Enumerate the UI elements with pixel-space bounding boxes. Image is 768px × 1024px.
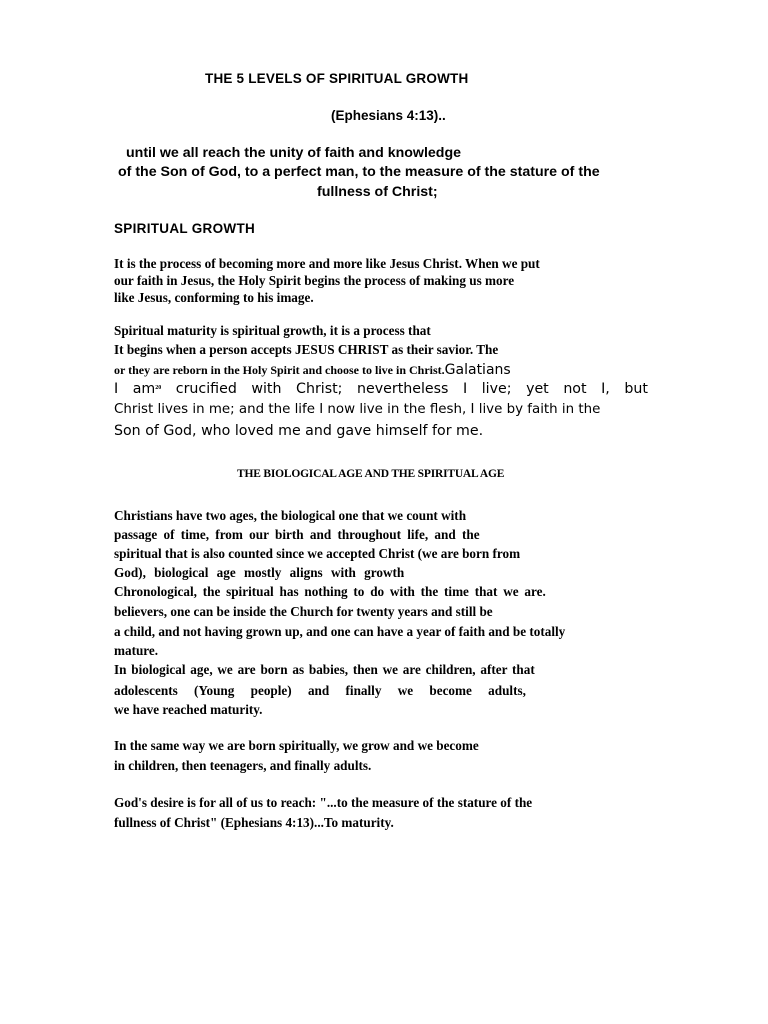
quote-word: I	[462, 381, 468, 397]
paragraph2-line: or they are reborn in the Holy Spirit and choose to live in Christ.	[114, 363, 445, 377]
sub-heading: THE BIOLOGICAL AGE AND THE SPIRITUAL AGE	[237, 468, 505, 480]
paragraph1-line: like Jesus, conforming to his image.	[114, 290, 314, 305]
paragraph3-line: adolescents (Young people) and finally we become adults,	[114, 683, 526, 698]
paragraph3-line: passage of time, from our birth and throughout life, and the	[114, 527, 480, 542]
scripture-reference: (Ephesians 4:13)..	[331, 108, 446, 123]
paragraph3-line: a child, and not having grown up, and one can have a year of faith and be totally	[114, 624, 566, 639]
quote-word: not	[563, 381, 587, 397]
quote-word-am: $am^{20}$	[132, 381, 162, 397]
paragraph5-line: God's desire is for all of us to reach: "...to the measure of the stature of the	[114, 795, 533, 810]
paragraph4-line: In the same way we are born spiritually, we grow and we become	[114, 738, 479, 753]
quote-line-3: Son of God, who loved me and gave himself for me.	[114, 423, 484, 439]
paragraph2-last-line	[114, 362, 511, 378]
paragraph3-line: Chronological, the spiritual has nothing to do with the time that we are.	[114, 584, 546, 599]
paragraph1-line: our faith in Jesus, the Holy Spirit begins the process of making us more	[114, 273, 515, 288]
quote-word: nevertheless	[357, 381, 449, 397]
quote-word: with	[251, 381, 282, 397]
paragraph3-line: mature.	[114, 643, 159, 658]
document-title: THE 5 LEVELS OF SPIRITUAL GROWTH	[205, 71, 469, 86]
verse-number: 20	[155, 385, 162, 391]
paragraph4-line: in children, then teenagers, and finally adults.	[114, 758, 372, 773]
verse-line-1: until we all reach the unity of faith and knowledge	[126, 145, 462, 161]
quote-line-2: Christ lives in me; and the life I now live in the flesh, I live by faith in the	[114, 402, 601, 417]
paragraph3-line: In biological age, we are born as babies, then we are children, after that	[114, 662, 535, 677]
paragraph3-line: Christians have two ages, the biological one that we count with	[114, 508, 467, 523]
quote-word: I	[114, 381, 119, 397]
quote-word: yet	[526, 381, 549, 397]
quote-line-1	[114, 382, 648, 396]
paragraph2-line: It begins when a person accepts JESUS CHRIST as their savior. The	[114, 342, 499, 357]
paragraph5-line: fullness of Christ" (Ephesians 4:13)...To maturity.	[114, 815, 394, 830]
verse-line-2: of the Son of God, to a perfect man, to the measure of the stature of the	[118, 164, 600, 180]
section-heading: SPIRITUAL GROWTH	[114, 221, 256, 236]
paragraph3-line: we have reached maturity.	[114, 702, 263, 717]
quote-word: crucified	[175, 381, 237, 397]
paragraph3-line: spiritual that is also counted since we accepted Christ (we are born from	[114, 546, 521, 561]
paragraph3-line: God), biological age mostly aligns with growth	[114, 565, 405, 580]
quote-word: but	[624, 381, 648, 397]
quote-word: I,	[601, 381, 610, 397]
verse-line-3: fullness of Christ;	[317, 184, 438, 200]
paragraph3-line: believers, one can be inside the Church for twenty years and still be	[114, 604, 493, 619]
paragraph2-line: Spiritual maturity is spiritual growth, it is a process that	[114, 323, 431, 338]
galatians-label: Galatians	[444, 362, 511, 378]
quote-word: Christ;	[296, 381, 343, 397]
paragraph1-line: It is the process of becoming more and more like Jesus Christ. When we put	[114, 256, 540, 271]
quote-word: live;	[481, 381, 512, 397]
